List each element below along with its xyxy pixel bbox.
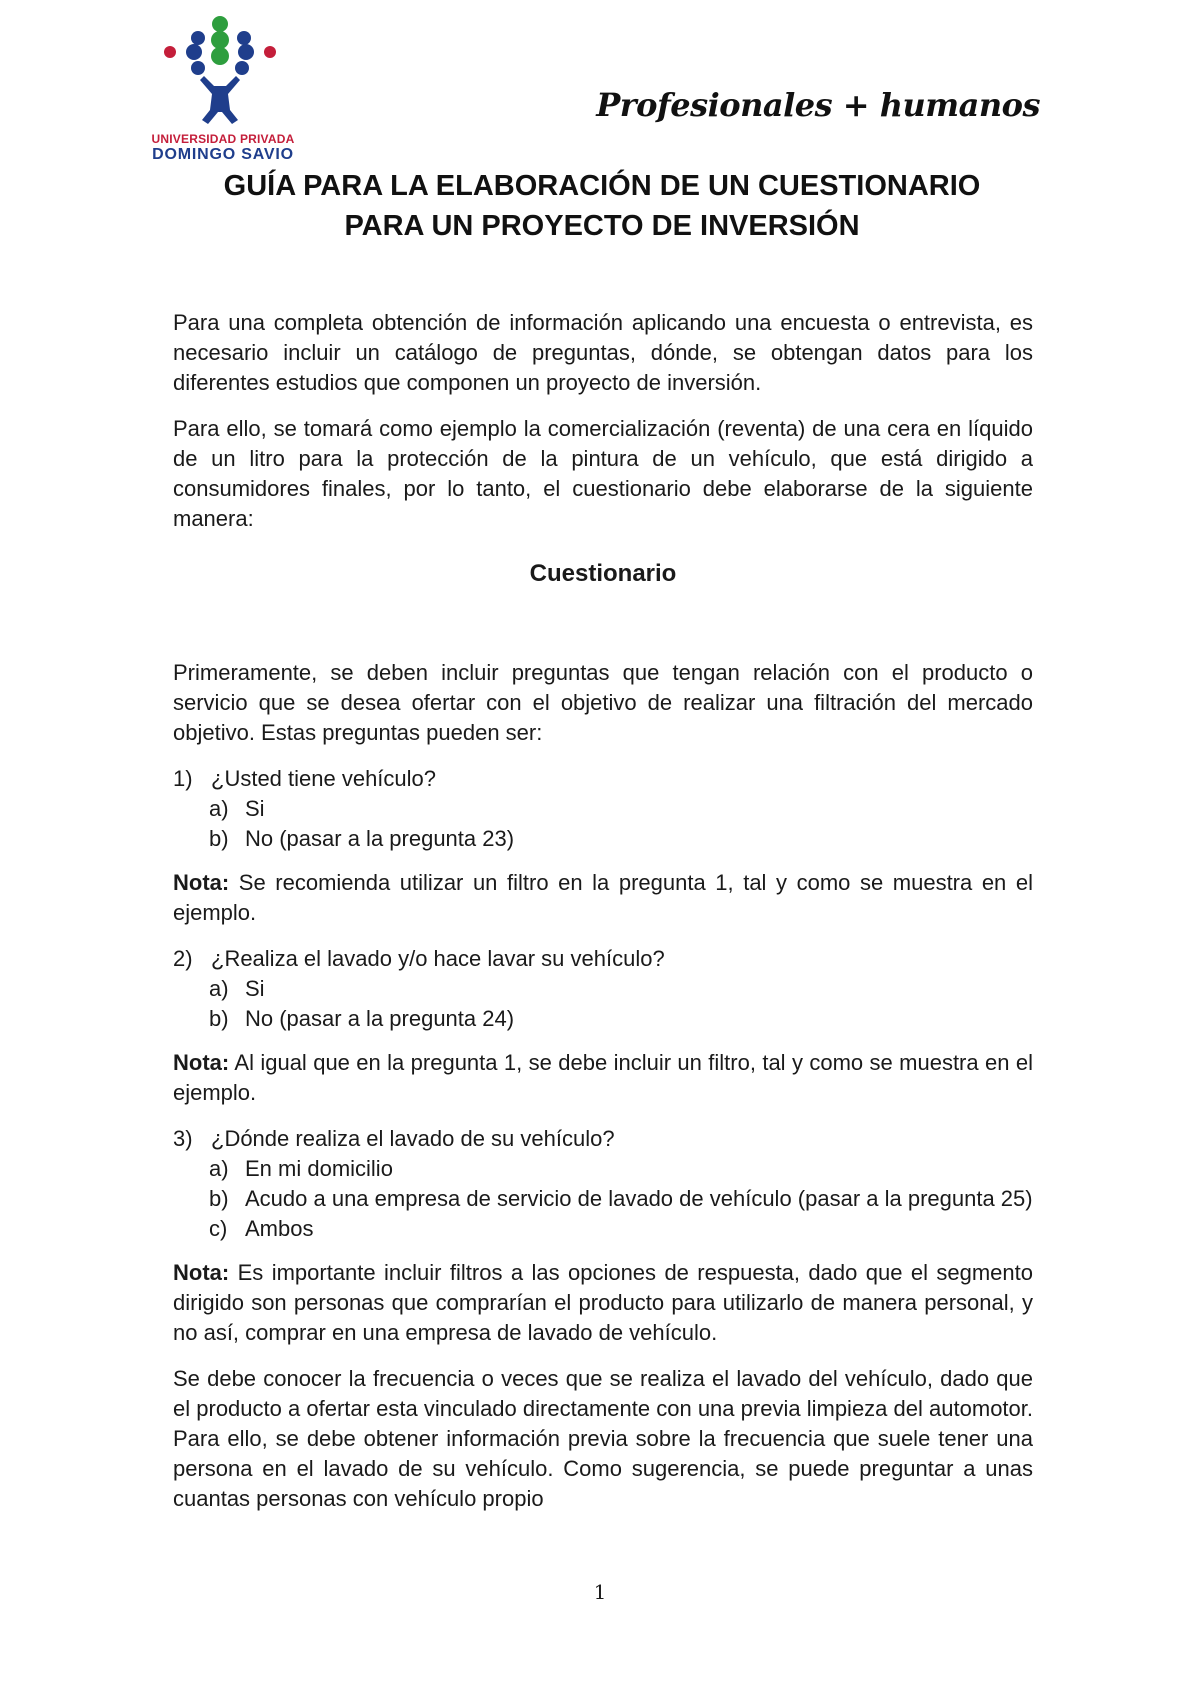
answer-option: [209, 1184, 1033, 1214]
question-text: [173, 944, 1033, 974]
option-letter: a): [209, 796, 229, 821]
intro-paragraph-2: Para ello, se tomará como ejemplo la comercialización (reventa) de una cera en líquido de un litro para la protección de la pintura de un vehículo, que está dirigido a consumidores finales, por lo tanto, el cuestionario debe elaborarse de la siguiente manera:: [173, 416, 1033, 531]
note-text: Es importante incluir filtros a las opciones de respuesta, dado que el segmento dirigido son personas que comprarían el producto para utilizarlo de manera personal, y no así, comprar en una empresa de lavado de vehículo.: [173, 1260, 1033, 1345]
option-letter: b): [209, 826, 229, 851]
option-text: Si: [245, 796, 265, 821]
question-number: 3): [173, 1126, 193, 1151]
question-text: [173, 1124, 1033, 1154]
closing-paragraph: Se debe conocer la frecuencia o veces que se realiza el lavado del vehículo, dado que el producto a ofertar esta vinculado directamente con una previa limpieza del automotor. Para ello, se debe obtener información previa sobre la frecuencia que suele tener una persona en el lavado de su vehículo. Como sugerencia, se puede preguntar a unas cuantas personas con vehículo propio: [173, 1366, 1033, 1511]
question-label: ¿Realiza el lavado y/o hace lavar su vehículo?: [211, 946, 665, 971]
option-text: Ambos: [245, 1216, 314, 1241]
question-label: ¿Dónde realiza el lavado de su vehículo?: [211, 1126, 615, 1151]
option-letter: b): [209, 1186, 229, 1211]
option-letter: a): [209, 976, 229, 1001]
university-logo: [118, 14, 318, 163]
option-letter: a): [209, 1156, 229, 1181]
title-line-1: GUÍA PARA LA ELABORACIÓN DE UN CUESTIONARIO: [223, 170, 981, 202]
note-label: Nota:: [173, 870, 230, 895]
title-line-2: PARA UN PROYECTO DE INVERSIÓN: [344, 210, 860, 242]
logo-text-name: DOMINGO SAVIO: [152, 146, 294, 163]
option-text: Acudo a una empresa de servicio de lavado de vehículo (pasar a la pregunta 25): [245, 1186, 1033, 1211]
option-text: En mi domicilio: [245, 1156, 393, 1181]
note-label: Nota:: [173, 1050, 230, 1075]
slogan: Profesionales + humanos: [596, 86, 1040, 124]
question-item: [173, 764, 1033, 854]
document-body: [173, 308, 1033, 1514]
section-paragraph: Primeramente, se deben incluir preguntas que tengan relación con el producto o servicio que se desea ofertar con el objetivo de realizar una filtración del mercado objetivo. Estas preguntas pueden ser:: [173, 660, 1033, 745]
question-label: ¿Usted tiene vehículo?: [211, 766, 437, 791]
question-number: 2): [173, 946, 193, 971]
question-item: [173, 1124, 1033, 1244]
answer-option: [209, 824, 1033, 854]
option-text: No (pasar a la pregunta 23): [245, 826, 515, 851]
question-item: [173, 944, 1033, 1034]
logo-text-university: UNIVERSIDAD PRIVADA: [151, 132, 295, 146]
note-paragraph: [173, 1048, 1033, 1108]
answer-option: [209, 1154, 1033, 1184]
note-paragraph: [173, 868, 1033, 928]
intro-paragraph-1: Para una completa obtención de información aplicando una encuesta o entrevista, es necesario incluir un catálogo de preguntas, dónde, se obtengan datos para los diferentes estudios que componen un proyecto de inversión.: [173, 310, 1033, 395]
option-text: No (pasar a la pregunta 24): [245, 1006, 515, 1031]
option-letter: b): [209, 1006, 229, 1031]
option-text: Si: [245, 976, 265, 1001]
question-text: [173, 764, 1033, 794]
answer-option: [209, 974, 1033, 1004]
note-text: Se recomienda utilizar un filtro en la pregunta 1, tal y como se muestra en el ejemplo.: [173, 870, 1033, 925]
document-title: [172, 166, 1032, 246]
note-label: Nota:: [173, 1260, 230, 1285]
logo-emblem-icon: [156, 14, 280, 130]
answer-option: [209, 794, 1033, 824]
page-number: 1: [593, 1580, 607, 1604]
note-paragraph: [173, 1258, 1033, 1348]
question-number: 1): [173, 766, 193, 791]
answer-option: [209, 1004, 1033, 1034]
answer-option: [209, 1214, 1033, 1244]
option-letter: c): [209, 1216, 228, 1241]
section-heading: Cuestionario: [529, 560, 677, 587]
note-text: Al igual que en la pregunta 1, se debe incluir un filtro, tal y como se muestra en el ejemplo.: [173, 1050, 1033, 1105]
